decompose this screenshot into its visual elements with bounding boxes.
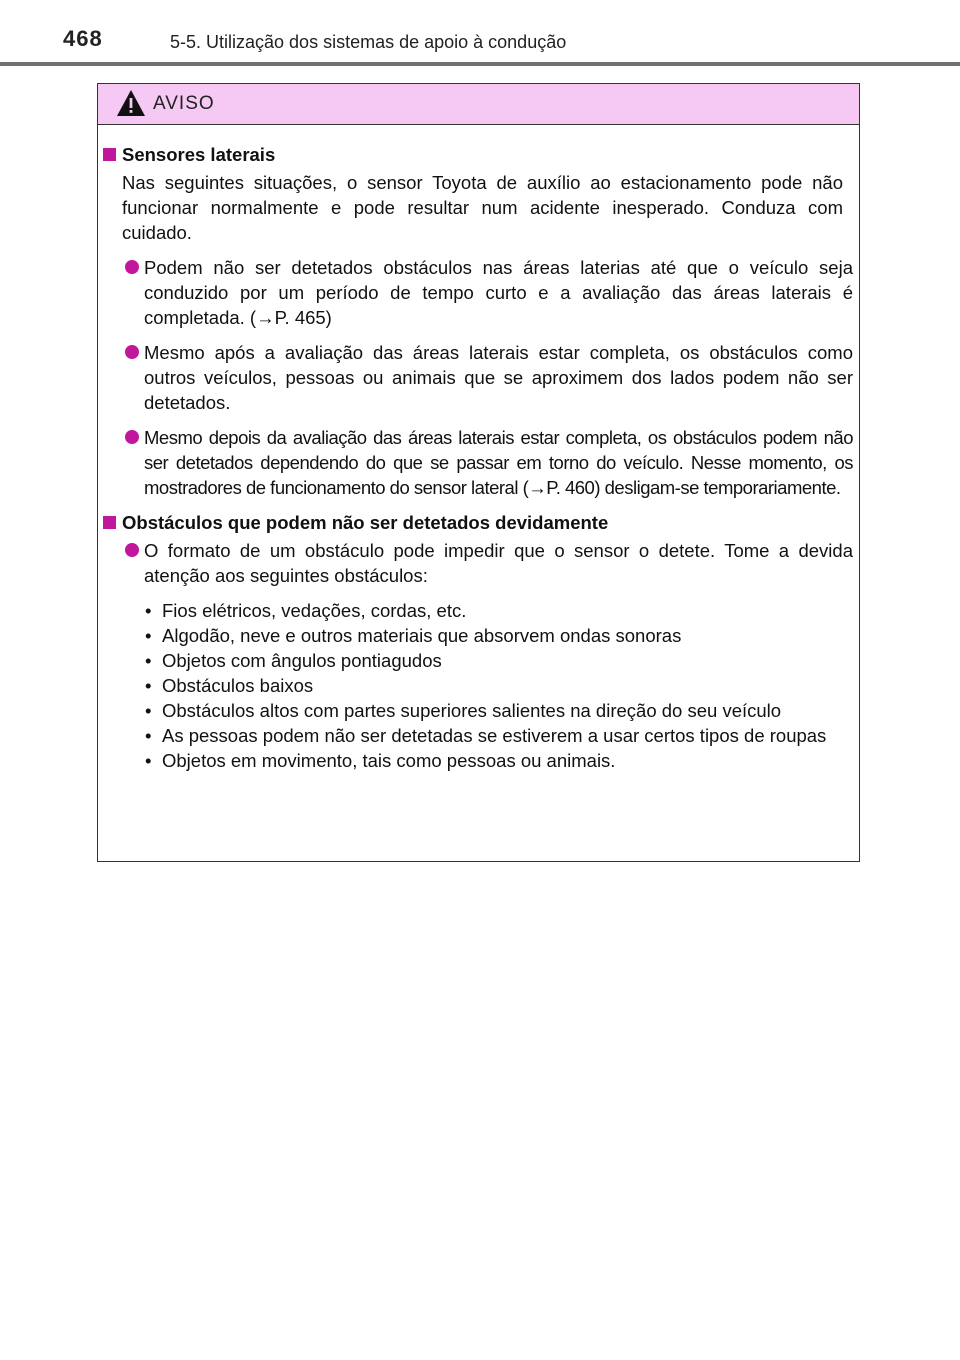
circle-bullet-icon <box>125 260 139 274</box>
list-item-text: O formato de um obstáculo pode impedir que o sensor o detete. Tome a devida atenção aos seguintes obstáculos: <box>144 540 853 586</box>
list-item-text: Mesmo depois da avaliação das áreas laterais estar completa, os obstáculos podem não ser detetados dependendo do que se passar em torno do veículo. Nesse momento, os mostradores de funcionamento do sensor lateral (→P. 460) desligam-se temporariamente. <box>144 427 853 498</box>
warning-box <box>97 83 860 862</box>
list-item <box>144 538 853 588</box>
square-bullet-icon <box>103 148 116 161</box>
list-item-text: Mesmo após a avaliação das áreas laterais estar completa, os obstáculos como outros veículos, pessoas ou animais que se aproximem dos lados podem não ser detetados. <box>144 342 853 413</box>
list-item-text: Podem não ser detetados obstáculos nas áreas laterias até que o veículo seja conduzido por um período de tempo curto e a avaliação das áreas laterais é completada. (→P. 465) <box>144 257 853 328</box>
section-heading-text: Sensores laterais <box>122 144 276 165</box>
sub-list-item: • Objetos com ângulos pontiagudos <box>162 648 843 673</box>
warning-triangle-icon <box>116 89 146 117</box>
sub-list <box>98 598 859 773</box>
warning-header <box>98 84 859 125</box>
square-bullet-icon <box>103 516 116 529</box>
header-rule <box>0 62 960 66</box>
list-item <box>144 340 853 415</box>
sub-list-item: • Fios elétricos, vedações, cordas, etc. <box>162 598 843 623</box>
warning-title: AVISO <box>153 93 215 114</box>
section-heading <box>98 510 859 538</box>
circle-bullet-icon <box>125 345 139 359</box>
page-number: 468 <box>63 26 103 51</box>
section-heading-text: Obstáculos que podem não ser detetados devidamente <box>122 512 609 533</box>
circle-bullet-icon <box>125 543 139 557</box>
section-heading <box>98 142 859 170</box>
list-item <box>144 255 853 330</box>
sub-list-item: • As pessoas podem não ser detetadas se estiverem a usar certos tipos de roupas <box>162 723 843 748</box>
circle-bullet-icon <box>125 430 139 444</box>
sub-list-item: • Obstáculos altos com partes superiores salientes na direção do seu veículo <box>162 698 843 723</box>
section-intro: Nas seguintes situações, o sensor Toyota de auxílio ao estacionamento pode não funcionar normalmente e pode resultar num acidente inesperado. Conduza com cuidado. <box>122 172 843 243</box>
section-title: 5-5. Utilização dos sistemas de apoio à condução <box>170 32 567 52</box>
warning-content <box>98 126 859 773</box>
list-item <box>144 425 853 500</box>
sub-list-item: • Obstáculos baixos <box>162 673 843 698</box>
sub-list-item: • Objetos em movimento, tais como pessoas ou animais. <box>162 748 843 773</box>
sub-list-item: • Algodão, neve e outros materiais que absorvem ondas sonoras <box>162 623 843 648</box>
